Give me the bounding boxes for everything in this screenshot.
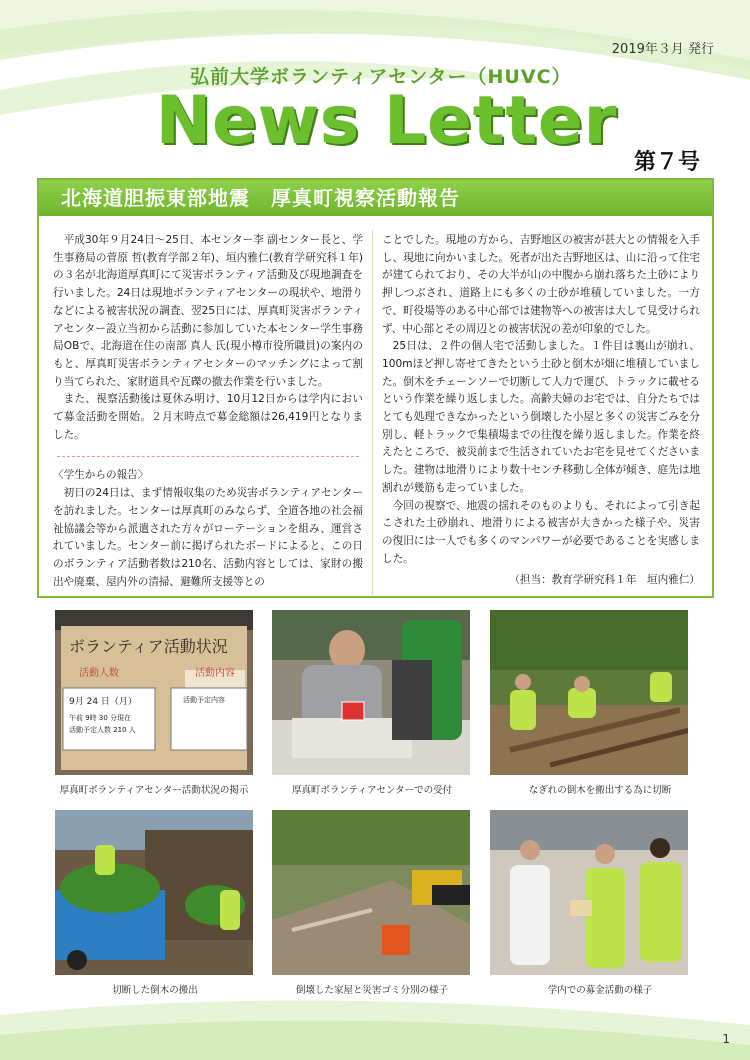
article-title: 北海道胆振東部地震 厚真町視察活動報告	[39, 180, 712, 216]
article-paragraph: 今回の視察で、地震の揺れそのものよりも、それによって引き起こされた土砂崩れ、地滑りによる被害が大きかった様子や、災害の復旧には一人でも多くのマンパワーが必要であることを実感しました。	[382, 499, 700, 565]
newsletter-title: News Letter	[156, 82, 618, 159]
photo-caption: 倒壊した家屋と災害ゴミ分別の様子	[295, 985, 448, 996]
issue-number: 第７号	[633, 150, 700, 175]
board-card-line: 午前 9時 30 分現在	[69, 714, 132, 722]
section-divider	[57, 456, 359, 457]
photo-fundraising	[490, 810, 688, 975]
article-paragraph: 初日の24日は、まず情報収集のため災害ボランティアセンターを訪れました。センターは厚真町のみならず、全道各地の社会福祉協議会等から派遣された方々がローテーションを組み、運営されていました。センター前に掲げられたボードによると、この日のボランティア活動者数は210名、活動内容としては、家財の搬出や廃棄、屋内外の清掃、避難所支援等との	[53, 487, 363, 588]
organization-name: 弘前大学ボランティアセンター（HUVC）	[190, 66, 572, 88]
board-note-left: 活動人数	[79, 668, 119, 679]
photo-volunteer-board	[55, 610, 253, 775]
board-card2-title: 活動予定内容	[183, 696, 225, 704]
board-card-line: 活動予定人数 210 人	[69, 726, 136, 734]
photo-reception	[272, 610, 470, 775]
board-card-line: 9月 24 日（月）	[69, 697, 137, 707]
photo-carrying-logs	[55, 810, 253, 975]
issue-date: 2019年３月 発行	[611, 42, 714, 57]
article-paragraph: また、視察活動後は夏休み明け、10月12日からは学内において募金活動を開始。２月末時点で募金総額は26,419円となりました。	[53, 393, 363, 441]
author-signature: （担当：教育学研究科１年 垣内雅仁）	[509, 574, 700, 587]
column-divider	[372, 230, 373, 595]
photo-caption: 学内での募金活動の様子	[547, 985, 653, 996]
article-left-column	[53, 232, 363, 591]
board-note-right: 活動内容	[195, 668, 235, 679]
article-right-column	[382, 232, 700, 590]
photo-caption: 厚真町ボランティアセンター活動状況の掲示	[59, 785, 249, 796]
student-report-heading: 〈学生からの報告〉	[53, 469, 149, 482]
photo-collapsed-house	[272, 810, 470, 975]
photo-caption: なぎれの倒木を搬出する為に切断	[528, 785, 672, 796]
page-number: 1	[722, 1032, 730, 1046]
board-title: ボランティア活動状況	[69, 637, 228, 656]
article-frame	[37, 178, 714, 598]
photo-cutting-trees	[490, 610, 688, 775]
article-paragraph: ことでした。現地の方から、吉野地区の被害が甚大との情報を入手し、現地に向かいました。死者が出た吉野地区は、山に沿って住宅が建てられており、その大半が山の中腹から崩れ落ちた土砂により押しつぶされ、道路上にも多くの土砂が堆積していました。一方で、町役場等のある中心部では建物等への被害は大して見受けられず、中心部とその周辺との被害状況の差が印象的でした。	[382, 234, 700, 335]
footer-swoosh-decoration	[0, 990, 750, 1060]
photo-caption: 切断した倒木の搬出	[112, 985, 198, 996]
article-paragraph: 平成30年９月24日～25日、本センター李 副センター長と、学生事務局の菅原 哲(教育学部２年)、垣内雅仁(教育学研究科１年)の３名が北海道厚真町にて災害ボランティア活動及び現地調査を行いました。24日は現地ボランティアセンターの現状や、地滑りなどによる被害状況の調査、翌25日には、厚真町災害ボランティアセンター設立当初から活動に参加していた本センター学生事務局OBで、北海道在住の南部 真人 氏(現小樽市役所職員)の案内のもと、厚真町災害ボランティアセンターのマッチングによって割り当てられた、家財道具や瓦礫の撤去作業を行いました。	[53, 234, 363, 388]
article-paragraph: 25日は、２件の個人宅で活動しました。１件目は裏山が崩れ、100mほど押し寄せてきたという土砂と倒木が畑に堆積していました。倒木をチェーンソーで切断して人力で運び、トラックに載せるという作業を繰り返しました。高齢夫婦のお宅では、自分たちではとても処理できなかったという倒壊した小屋と多くの災害ごみを分別し、軽トラックで集積場までの往復を繰り返しました。作業を終えたところで、被災前まで生活されていたお宅を見せてくださいました。建物は地滑りにより数十センチ移動し全体が傾き、庭先は地割れが幾筋も走っていました。	[382, 340, 700, 494]
photo-caption: 厚真町ボランティアセンターでの受付	[291, 785, 453, 796]
